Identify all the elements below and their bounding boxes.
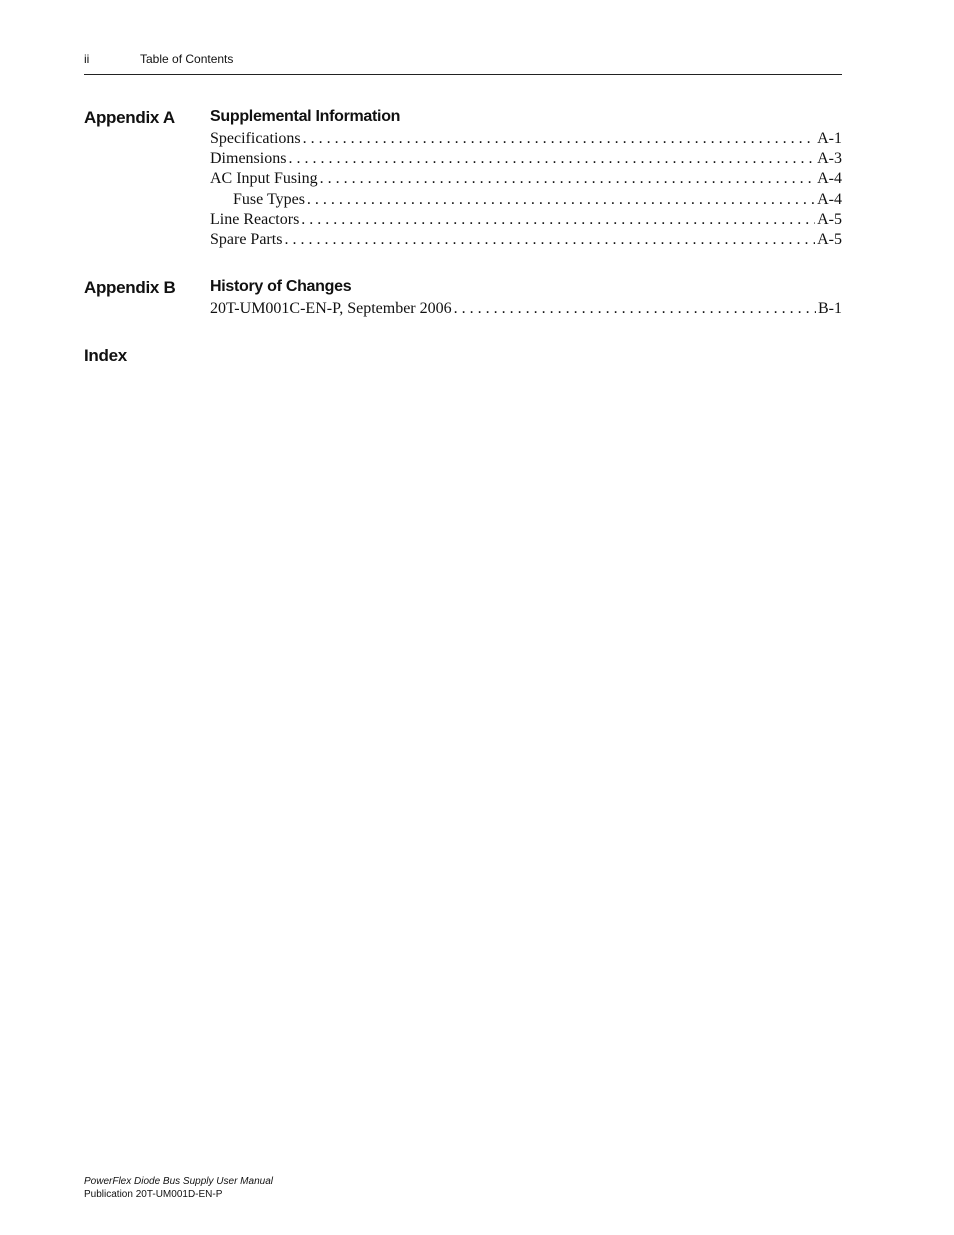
toc-entry-page: A-5 [817,210,842,228]
dot-leader [454,300,816,318]
index-section [84,346,842,370]
page-number: ii [84,52,90,66]
toc-entry-page: B-1 [818,300,842,317]
section-label: Appendix B [84,278,176,297]
toc-entry-text: 20T-UM001C-EN-P, September 2006 [210,300,452,317]
toc-entry[interactable] [210,130,842,150]
dot-leader [303,130,815,148]
page-footer [84,1175,273,1201]
toc-entry-page: A-5 [817,230,842,248]
toc-entry-text: Dimensions [210,150,287,168]
toc-entry[interactable] [210,150,842,170]
toc-entries [210,300,842,320]
index-heading[interactable]: Index [84,346,127,365]
toc-entry-page: A-4 [817,170,842,188]
toc-subentry[interactable] [210,191,842,211]
section-title: Supplemental Information [210,108,401,125]
toc-entry[interactable] [210,231,842,251]
section-label: Appendix A [84,108,175,127]
toc-entry[interactable] [210,211,842,231]
toc-entry-text: Spare Parts [210,230,283,248]
appendix-a-section [84,108,842,254]
toc-entry-text: Fuse Types [233,190,305,208]
toc-entry-page: A-3 [817,150,842,168]
appendix-b-section [84,278,842,322]
toc-entry-page: A-1 [817,130,842,147]
section-title: History of Changes [210,278,352,295]
toc-entry[interactable] [210,170,842,190]
footer-publication: Publication 20T-UM001D-EN-P [84,1189,223,1200]
toc-entry-text: AC Input Fusing [210,170,318,188]
toc-entry[interactable] [210,300,842,320]
page-header [84,52,842,75]
dot-leader [307,191,815,209]
toc-entries [210,130,842,251]
dot-leader [301,211,815,229]
header-title: Table of Contents [140,52,234,66]
toc-entry-text: Specifications [210,130,301,147]
dot-leader [288,150,815,168]
footer-manual-title: PowerFlex Diode Bus Supply User Manual [84,1176,273,1187]
toc-entry-page: A-4 [817,190,842,208]
toc-entry-text: Line Reactors [210,210,300,228]
dot-leader [284,231,815,249]
dot-leader [320,170,816,188]
